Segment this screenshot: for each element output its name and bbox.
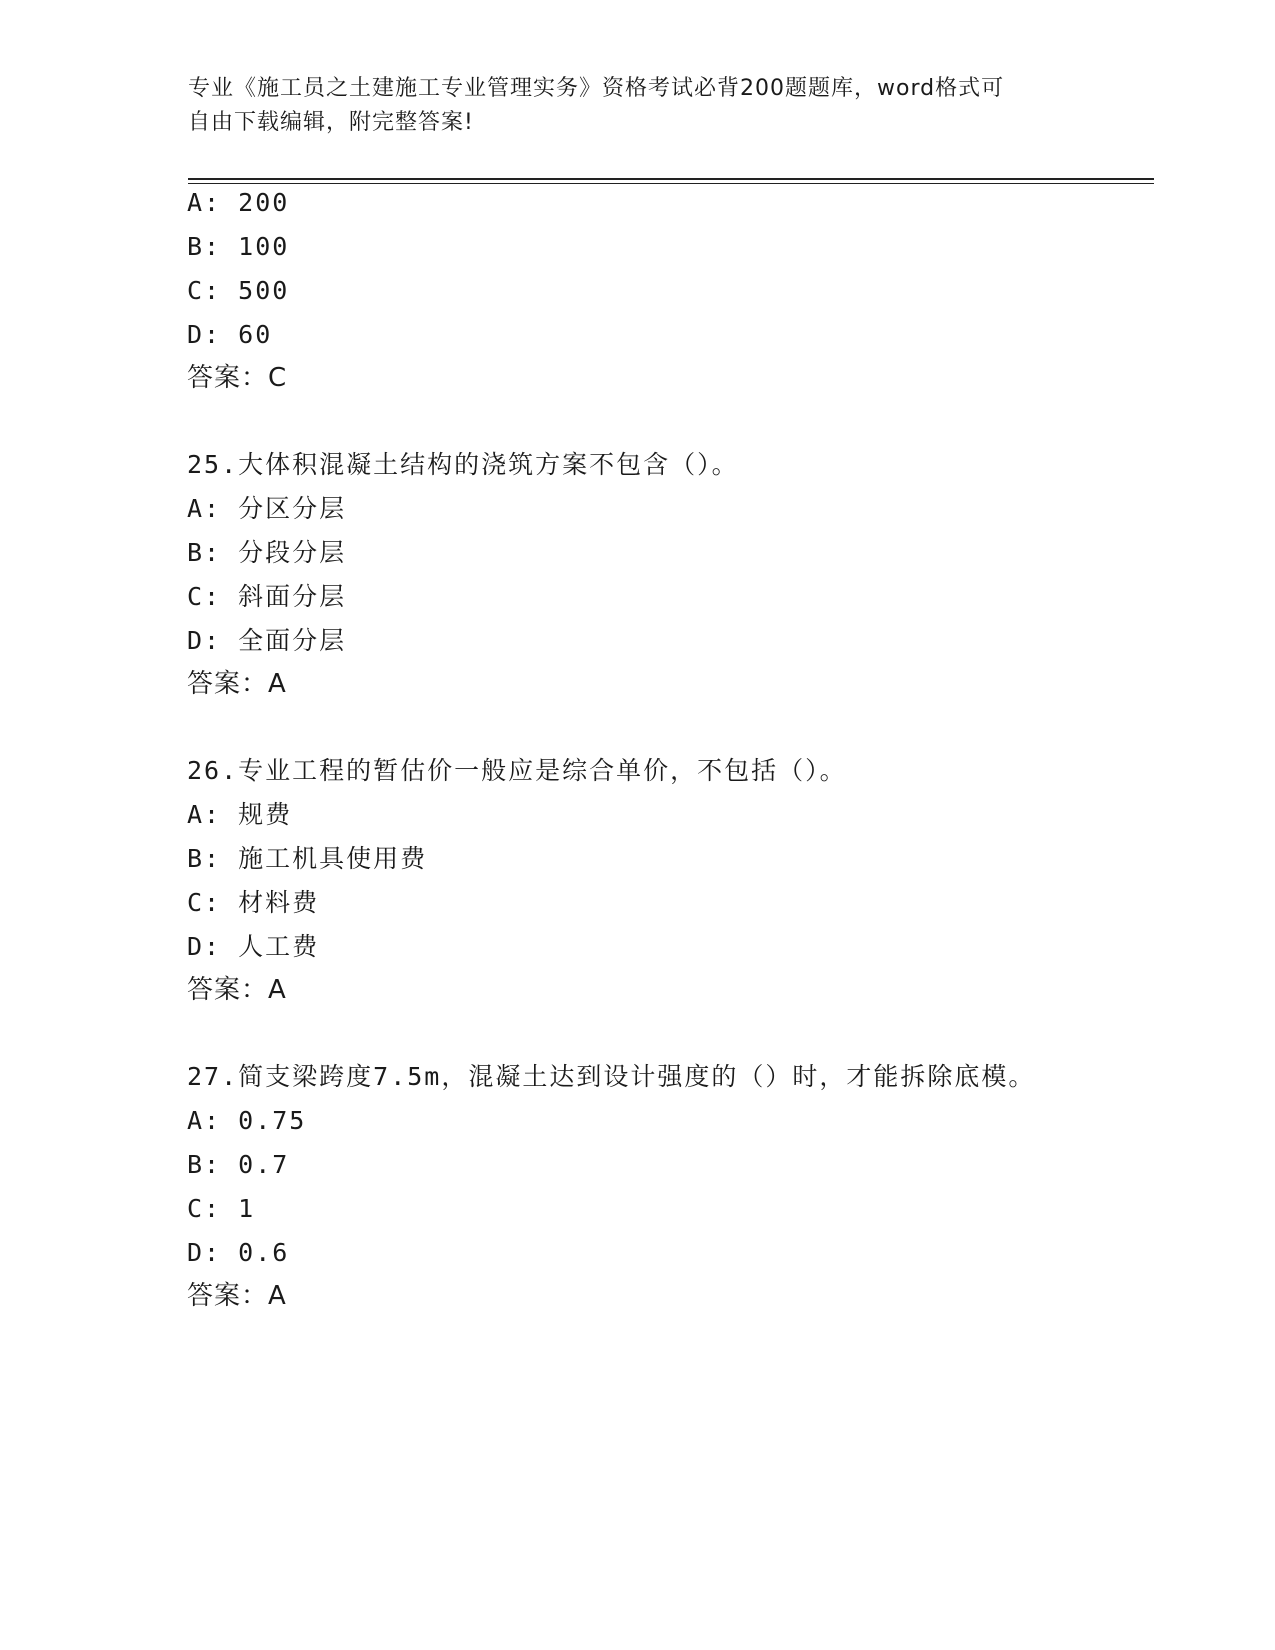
document-header	[188, 72, 1068, 140]
option-d: D: 全面分层	[187, 626, 347, 655]
header-divider-thin	[188, 183, 1154, 184]
option-b: B: 100	[187, 232, 290, 261]
option-a: A: 分区分层	[187, 494, 347, 523]
header-line-2: 自由下载编辑，附完整答案!	[188, 110, 474, 135]
option-d: D: 0.6	[187, 1238, 290, 1267]
answer-line: 答案：C	[187, 363, 288, 393]
option-b: B: 0.7	[187, 1150, 290, 1179]
header-line-1: 专业《施工员之土建施工专业管理实务》资格考试必背200题题库，word格式可	[188, 76, 1005, 101]
option-d: D: 人工费	[187, 932, 320, 961]
option-b: B: 分段分层	[187, 538, 347, 567]
question-25-text: 25.大体积混凝土结构的浇筑方案不包含（）。	[187, 450, 739, 479]
header-divider-thick	[188, 178, 1154, 180]
answer-line: 答案：A	[187, 669, 287, 699]
option-c: C: 斜面分层	[187, 582, 347, 611]
question-27-text: 27.简支梁跨度7.5m，混凝土达到设计强度的（）时，才能拆除底模。	[187, 1062, 1036, 1091]
option-a: A: 200	[187, 188, 290, 217]
question-26-text: 26.专业工程的暂估价一般应是综合单价，不包括（）。	[187, 756, 847, 785]
answer-line: 答案：A	[187, 1281, 287, 1311]
option-a: A: 0.75	[187, 1106, 307, 1135]
answer-line: 答案：A	[187, 975, 287, 1005]
option-b: B: 施工机具使用费	[187, 844, 428, 873]
option-c: C: 1	[187, 1194, 256, 1223]
option-d: D: 60	[187, 320, 273, 349]
option-c: C: 500	[187, 276, 290, 305]
option-c: C: 材料费	[187, 888, 320, 917]
option-a: A: 规费	[187, 800, 293, 829]
